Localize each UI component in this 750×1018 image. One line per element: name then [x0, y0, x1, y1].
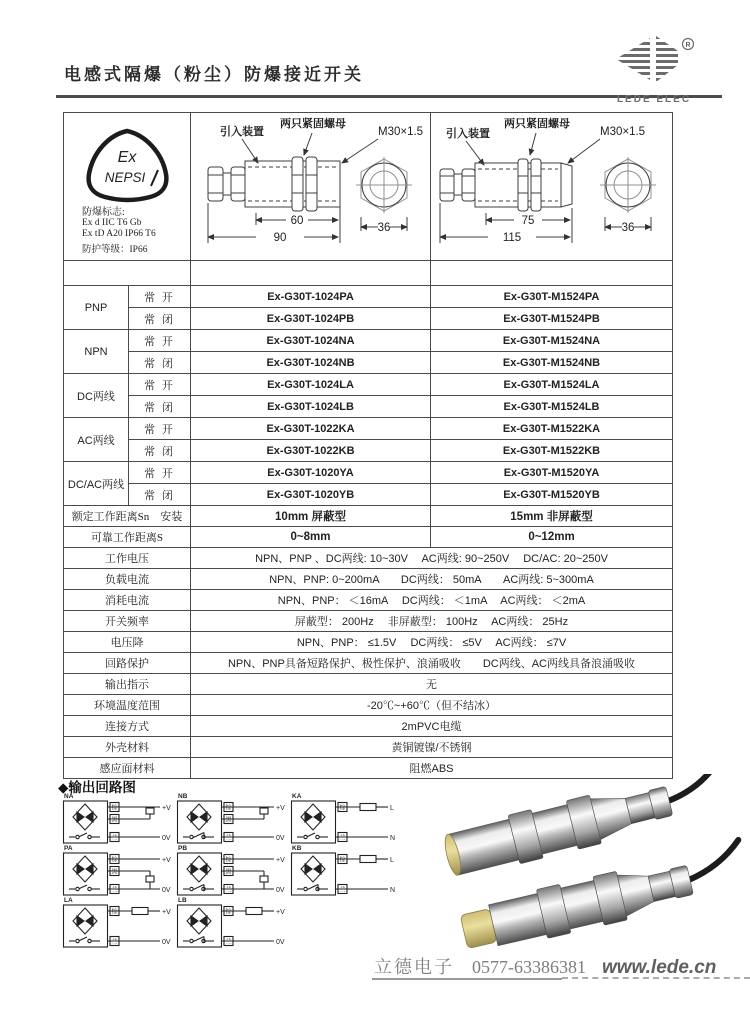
spec-label: 回路保护 [64, 653, 191, 674]
model-number: Ex-G30T-1024LA [191, 374, 431, 396]
spec-label: 感应面材料 [64, 758, 191, 779]
contact-open-label: 常 开 [129, 330, 191, 352]
footer [374, 953, 716, 979]
model-number: Ex-G30T-1020YA [191, 462, 431, 484]
ip-rating: 防护等级：IP66 [82, 244, 148, 255]
dim-body: 60 [290, 215, 303, 227]
model-type: PNP [64, 286, 129, 330]
spec-value: NPN、PNP: 0~200mA DC两线： 50mA AC两线: 5~300mA [191, 569, 673, 590]
product-photos [430, 774, 750, 954]
sensor-photo-shielded [441, 774, 730, 880]
wire-brown-label: 棕 [111, 857, 118, 864]
wire-black-label: 黑 [225, 869, 232, 876]
model-number: Ex-G30T-1024PA [191, 286, 431, 308]
table-row [64, 374, 673, 396]
table-row [64, 527, 673, 548]
wire-blue-label: 兰 [225, 939, 232, 946]
terminal-positive: +V [276, 909, 285, 916]
circuit-diagram-PB [176, 843, 294, 899]
contact-open-label: 常 开 [129, 418, 191, 440]
spec-value: 无 [191, 674, 673, 695]
ex-mark-line2: Ex tD A20 IP66 T6 [82, 228, 156, 239]
page-title: 电感式隔爆（粉尘）防爆接近开关 [64, 65, 364, 84]
circuit-id: NA [64, 793, 74, 800]
terminal-neutral: N [390, 835, 396, 842]
wire-brown-label: 棕 [339, 805, 346, 812]
table-row [64, 462, 673, 484]
model-number: Ex-G30T-1024PB [191, 308, 431, 330]
cert-text-block [64, 207, 190, 256]
spec-value: 屏蔽型： 200Hz 非屏蔽型： 100Hz AC两线： 25Hz [191, 611, 673, 632]
empty-cell [431, 261, 673, 286]
table-row [64, 611, 673, 632]
terminal-positive: +V [162, 857, 171, 864]
wire-blue-label: 兰 [111, 887, 118, 894]
spec-value: NPN、PNP具备短路保护、极性保护、浪涌吸收 DC两线、AC两线具备浪涌吸收 [191, 653, 673, 674]
spec-value: 2mPVC电缆 [191, 716, 673, 737]
circuit-diagram-NB [176, 791, 294, 847]
table-row [64, 396, 673, 418]
table-row-empty [64, 261, 673, 286]
lede-logo-icon [608, 36, 700, 88]
terminal-negative: 0V [276, 939, 285, 946]
model-number: Ex-G30T-M1522KA [431, 418, 673, 440]
terminal-negative: 0V [162, 887, 171, 894]
spec-label: 开关频率 [64, 611, 191, 632]
spec-value: 0~8mm [191, 527, 431, 548]
wire-brown-label: 棕 [111, 909, 118, 916]
contact-close-label: 常 闭 [129, 352, 191, 374]
model-number: Ex-G30T-M1520YA [431, 462, 673, 484]
dim-total: 90 [273, 232, 286, 244]
table-row [64, 286, 673, 308]
circuits-section-title: ◆输出回路图 [58, 780, 136, 795]
model-number: Ex-G30T-1024NA [191, 330, 431, 352]
thread-label: M30×1.5 [599, 126, 645, 138]
table-row [64, 716, 673, 737]
wire-black-label: 黑 [111, 817, 118, 824]
spec-value: 黄铜镀镍/不锈钢 [191, 737, 673, 758]
circuit-id: PA [64, 845, 73, 852]
footer-phone: 0577-63386381 [472, 957, 586, 977]
model-number: Ex-G30T-1022KB [191, 440, 431, 462]
circuit-diagram-PA [62, 843, 180, 899]
footer-website: www.lede.cn [602, 957, 717, 978]
circuit-diagram-LA [62, 895, 180, 951]
ex-mark-title: 防爆标志: [82, 206, 125, 218]
model-number: Ex-G30T-1024NB [191, 352, 431, 374]
spec-value: 15mm 非屏蔽型 [431, 506, 673, 527]
table-row [64, 674, 673, 695]
registered-mark: R [685, 42, 691, 49]
spec-label: 输出指示 [64, 674, 191, 695]
dim-body: 75 [521, 215, 534, 227]
model-number: Ex-G30T-M1524LB [431, 396, 673, 418]
thread-label: M30×1.5 [377, 126, 423, 138]
wire-black-label: 黑 [225, 817, 232, 824]
wire-blue-label: 兰 [339, 835, 346, 842]
model-number: Ex-G30T-1020YB [191, 484, 431, 506]
contact-close-label: 常 闭 [129, 396, 191, 418]
model-number: Ex-G30T-M1524PA [431, 286, 673, 308]
model-type: DC/AC两线 [64, 462, 129, 506]
circuit-id: LA [64, 897, 73, 904]
terminal-positive: +V [276, 857, 285, 864]
terminal-negative: 0V [276, 835, 285, 842]
table-row [64, 484, 673, 506]
table-row [64, 308, 673, 330]
table-row [64, 569, 673, 590]
dim-total: 115 [502, 232, 521, 244]
model-number: Ex-G30T-M1522KB [431, 440, 673, 462]
contact-open-label: 常 开 [129, 462, 191, 484]
model-number: Ex-G30T-M1524LA [431, 374, 673, 396]
spec-label: 电压降 [64, 632, 191, 653]
table-row [64, 548, 673, 569]
spec-label: 额定工作距离Sn 安装 [64, 506, 191, 527]
table-row [64, 506, 673, 527]
wire-brown-label: 棕 [339, 857, 346, 864]
model-number: Ex-G30T-M1524PB [431, 308, 673, 330]
brand-logo [608, 36, 700, 105]
nuts-label: 两只紧固螺母 [279, 118, 346, 130]
wire-blue-label: 兰 [111, 939, 118, 946]
spec-value: NPN、PNP： ≤1.5V DC两线： ≤5V AC两线： ≤7V [191, 632, 673, 653]
terminal-negative: 0V [276, 887, 285, 894]
circuit-diagram-KB [290, 843, 408, 899]
table-row [64, 737, 673, 758]
ex-nepsi-logo-icon [65, 126, 190, 204]
dim-width: 36 [377, 222, 390, 234]
circuit-diagram-NA [62, 791, 180, 847]
wire-brown-label: 棕 [225, 909, 232, 916]
terminal-positive: +V [162, 805, 171, 812]
model-number: Ex-G30T-1024LB [191, 396, 431, 418]
spec-label: 连接方式 [64, 716, 191, 737]
contact-close-label: 常 闭 [129, 440, 191, 462]
spec-label: 消耗电流 [64, 590, 191, 611]
wire-blue-label: 兰 [225, 887, 232, 894]
table-row [64, 330, 673, 352]
contact-open-label: 常 开 [129, 286, 191, 308]
ex-label: Ex [117, 148, 136, 166]
terminal-line: L [390, 857, 394, 864]
spec-value: 阻燃ABS [191, 758, 673, 779]
drawing-unshielded-cell [431, 113, 673, 261]
circuit-id: KB [292, 845, 302, 852]
spec-value: NPN、PNP 、DC两线: 10~30V AC两线: 90~250V DC/AC: 20~250V [191, 548, 673, 569]
spec-value: NPN、PNP： ＜16mA DC两线： ＜1mA AC两线： ＜2mA [191, 590, 673, 611]
dimension-drawing-shielded [192, 113, 430, 257]
model-type: AC两线 [64, 418, 129, 462]
spec-value: 0~12mm [431, 527, 673, 548]
nepsi-label: NEPSI [104, 169, 145, 185]
terminal-negative: 0V [162, 835, 171, 842]
model-number: Ex-G30T-M1524NB [431, 352, 673, 374]
spec-value: -20℃~+60℃（但不结冰） [191, 695, 673, 716]
circuit-id: NB [178, 793, 188, 800]
spec-label: 可靠工作距离S [64, 527, 191, 548]
terminal-negative: 0V [162, 939, 171, 946]
circuit-id: KA [292, 793, 302, 800]
contact-close-label: 常 闭 [129, 308, 191, 330]
brand-name: LEDE ELEC [616, 94, 692, 105]
wire-brown-label: 棕 [225, 857, 232, 864]
dimension-drawing-unshielded [432, 113, 672, 257]
terminal-positive: +V [162, 909, 171, 916]
circuit-diagram-KA [290, 791, 408, 847]
cert-cell [64, 113, 191, 261]
empty-cell [191, 261, 431, 286]
spec-label: 外壳材料 [64, 737, 191, 758]
table-row [64, 653, 673, 674]
spec-table [63, 112, 673, 779]
wire-blue-label: 兰 [111, 835, 118, 842]
inlet-label: 引入装置 [445, 128, 490, 140]
model-type: DC两线 [64, 374, 129, 418]
table-row [64, 418, 673, 440]
model-type: NPN [64, 330, 129, 374]
empty-cell [64, 261, 191, 286]
wire-brown-label: 棕 [111, 805, 118, 812]
wire-blue-label: 兰 [339, 887, 346, 894]
model-number: Ex-G30T-1022KA [191, 418, 431, 440]
contact-open-label: 常 开 [129, 374, 191, 396]
ex-mark-line1: Ex d IIC T6 Gb [82, 217, 142, 228]
footer-dashed-line [562, 977, 750, 979]
spec-label: 工作电压 [64, 548, 191, 569]
circuit-id: PB [178, 845, 188, 852]
terminal-line: L [390, 805, 394, 812]
footer-company: 立德电子 [374, 957, 454, 977]
wire-black-label: 黑 [111, 869, 118, 876]
table-row [64, 352, 673, 374]
inlet-label: 引入装置 [219, 126, 264, 138]
nuts-label: 两只紧固螺母 [503, 118, 570, 130]
drawing-shielded-cell [191, 113, 431, 261]
model-number: Ex-G30T-M1524NA [431, 330, 673, 352]
circuit-id: LB [178, 897, 187, 904]
table-row [64, 695, 673, 716]
table-row [64, 632, 673, 653]
circuit-diagram-LB [176, 895, 294, 951]
table-row [64, 440, 673, 462]
table-row [64, 590, 673, 611]
contact-close-label: 常 闭 [129, 484, 191, 506]
terminal-positive: +V [276, 805, 285, 812]
spec-label: 负载电流 [64, 569, 191, 590]
footer-underline [372, 978, 562, 980]
wire-blue-label: 兰 [225, 835, 232, 842]
dim-width: 36 [621, 222, 634, 234]
terminal-neutral: N [390, 887, 396, 894]
model-number: Ex-G30T-M1520YB [431, 484, 673, 506]
wire-brown-label: 棕 [225, 805, 232, 812]
spec-label: 环境温度范围 [64, 695, 191, 716]
spec-value: 10mm 屏蔽型 [191, 506, 431, 527]
table-row-drawings [64, 113, 673, 261]
